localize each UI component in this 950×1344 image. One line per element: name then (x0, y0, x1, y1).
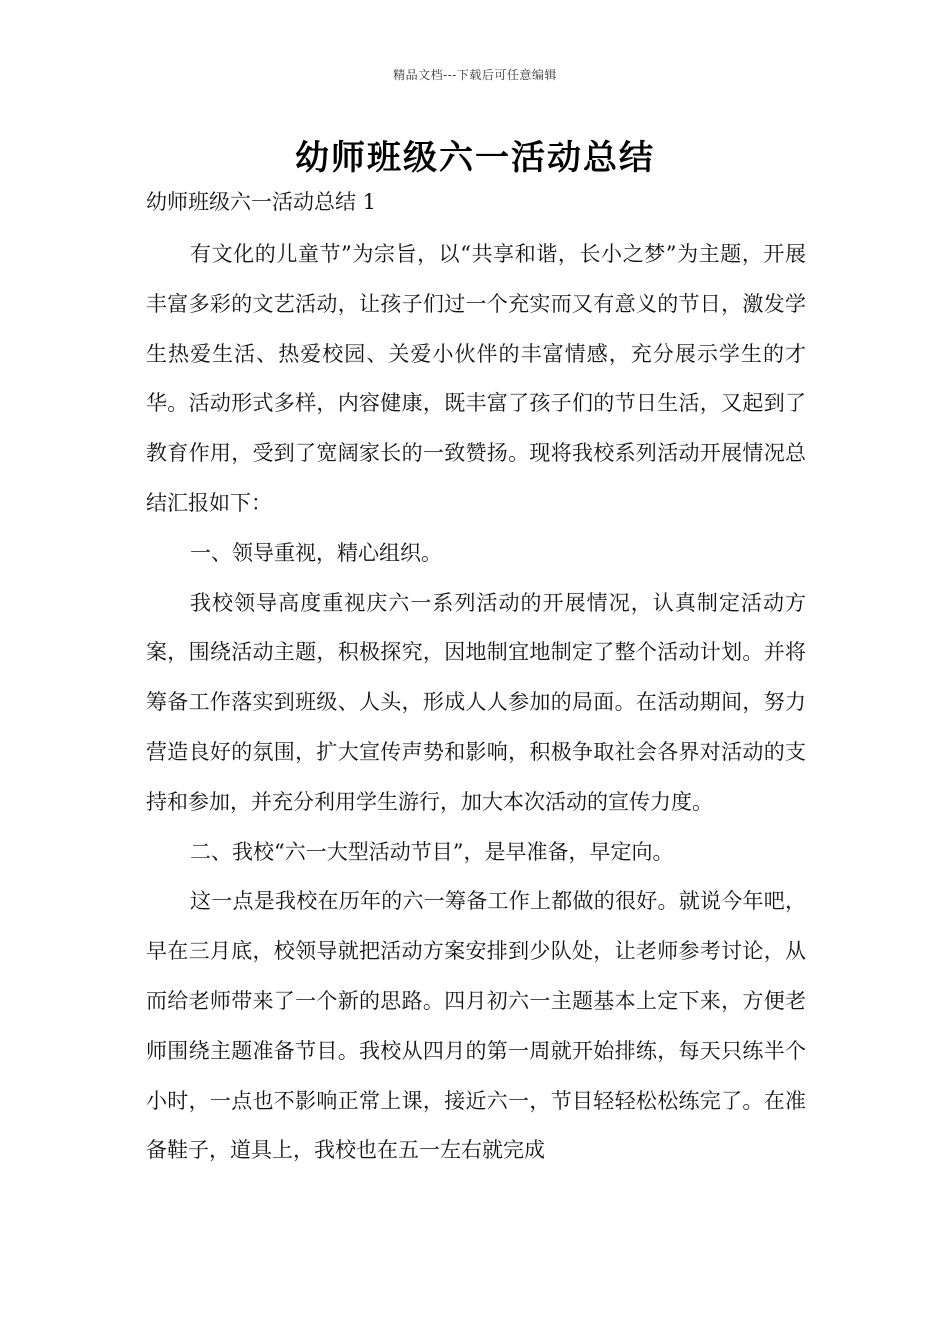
section-heading-1: 一、领导重视，精心组织。 (190, 540, 442, 565)
paragraph-intro: 有文化的儿童节”为宗旨，以“共享和谐，长小之梦”为主题，开展丰富多彩的文艺活动，让孩子们过一个充实而又有意义的节日，激发学生热爱生活、热爱校园、关爱小伙伴的丰富情感，充分展示学生的才华。活动形式多样，内容健康，既丰富了孩子们的节日生活，又起到了教育作用，受到了宽阔家长的一致赞扬。现将我校系列活动开展情况总结汇报如下： (146, 242, 806, 515)
document-title: 幼师班级六一活动总结 (295, 138, 655, 178)
header-note: 精品文档---下载后可任意编辑 (393, 68, 557, 82)
document-body (146, 230, 806, 1176)
paragraph-section-1: 我校领导高度重视庆六一系列活动的开展情况，认真制定活动方案，围绕活动主题，积极探究，因地制宜地制定了整个活动计划。并将筹备工作落实到班级、人头，形成人人参加的局面。在活动期间，努力营造良好的氛围，扩大宣传声势和影响，积极争取社会各界对活动的支持和参加，并充分利用学生游行，加大本次活动的宣传力度。 (146, 590, 806, 814)
paragraph-section-2: 这一点是我校在历年的六一筹备工作上都做的很好。就说今年吧，早在三月底，校领导就把活动方案安排到少队处，让老师参考讨论，从而给老师带来了一个新的思路。四月初六一主题基本上定下来，方便老师围绕主题准备节目。我校从四月的第一周就开始排练，每天只练半个小时，一点也不影响正常上课，接近六一，节目轻轻松松练完了。在准备鞋子，道具上，我校也在五一左右就完成 (146, 889, 806, 1163)
document-subtitle: 幼师班级六一活动总结 1 (146, 190, 377, 214)
section-heading-2: 二、我校“六一大型活动节目”，是早准备，早定向。 (190, 839, 674, 864)
